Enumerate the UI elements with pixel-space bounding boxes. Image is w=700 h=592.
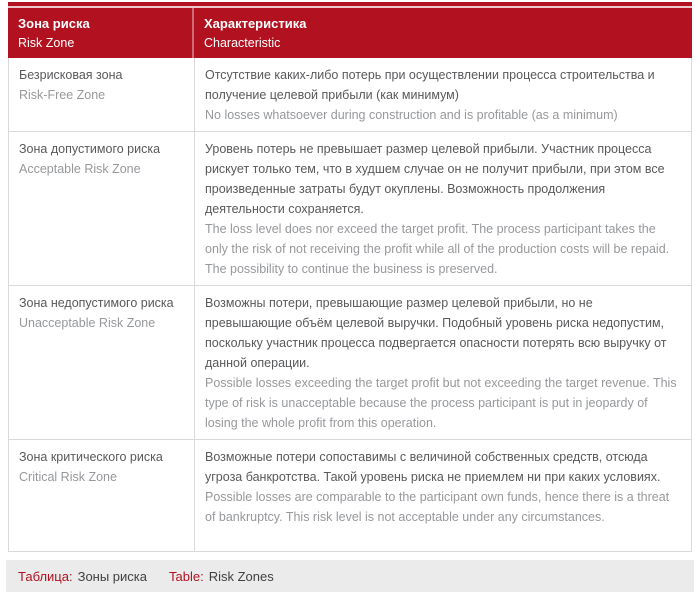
zone-cell xyxy=(9,58,195,131)
table-row-risk-free-zone xyxy=(9,58,691,131)
description-en: No losses whatsoever during construction and is profitable (as a minimum) xyxy=(205,108,618,122)
description-en: Possible losses exceeding the target profit but not exceeding the target revenue. This type of risk is unacceptable because the process participant is put in jeopardy of losing the whole profit from this operation. xyxy=(205,376,677,430)
zone-name-ru: Безрисковая зона xyxy=(19,68,123,82)
page xyxy=(0,2,700,584)
caption-label-en: Table: xyxy=(169,568,204,584)
zone-cell xyxy=(9,132,195,285)
zone-name-en: Unacceptable Risk Zone xyxy=(19,316,156,330)
description-ru: Уровень потерь не превышает размер целевой прибыли. Участник процесса рискует только тем, что в худшем случае он не получит прибыли, при этом все произведенные затраты будут окуплены. Возможность продолжения деятельности сохраняется. xyxy=(205,142,665,216)
description-cell xyxy=(195,440,691,551)
table-row-critical-risk-zone xyxy=(9,439,691,551)
risk-zones-table xyxy=(8,2,692,552)
zone-name-en: Risk-Free Zone xyxy=(19,88,106,102)
zone-name-en: Critical Risk Zone xyxy=(19,470,117,484)
zone-name-ru: Зона недопустимого риска xyxy=(19,296,174,310)
caption-title-ru: Зоны риска xyxy=(77,568,148,584)
zone-name-ru: Зона допустимого риска xyxy=(19,142,161,156)
table-header-row xyxy=(8,8,692,58)
caption-group-en xyxy=(169,569,274,584)
header-cell-risk-zone xyxy=(8,8,194,58)
table-caption-bar xyxy=(6,560,694,592)
header-cell-characteristic xyxy=(194,8,692,58)
description-en: The loss level does nor exceed the target profit. The process participant takes the only the risk of not receiving the profit while all of the production costs will be repaid. The possibility to continue the business is preserved. xyxy=(205,222,670,276)
caption-title-en: Risk Zones xyxy=(208,568,274,584)
header-risk-zone-ru: Зона риска xyxy=(18,16,90,31)
zone-name-en: Acceptable Risk Zone xyxy=(19,162,141,176)
caption-label-ru: Таблица: xyxy=(18,568,73,584)
zone-cell xyxy=(9,440,195,551)
header-characteristic-ru: Характеристика xyxy=(204,16,307,31)
zone-cell xyxy=(9,286,195,439)
description-cell xyxy=(195,286,691,439)
description-ru: Возможны потери, превышающие размер целевой прибыли, но не превышающие объём целевой выручки. Подобный уровень риска недопустим, поскольку участник процесса подвергается опасности потерять всю выручку от данной операции. xyxy=(205,296,667,370)
description-ru: Отсутствие каких-либо потерь при осуществлении процесса строительства и получение целевой прибыли (как минимум) xyxy=(205,68,655,102)
zone-name-ru: Зона критического риска xyxy=(19,450,163,464)
table-row-unacceptable-risk-zone xyxy=(9,285,691,439)
description-ru: Возможные потери сопоставимы с величиной собственных средств, отсюда угроза банкротства. Такой уровень риска не приемлем ни при каких условиях. xyxy=(205,450,661,484)
description-en: Possible losses are comparable to the participant own funds, hence there is a threat of bankruptcy. This risk level is not acceptable under any circumstances. xyxy=(205,490,670,524)
header-characteristic-en: Characteristic xyxy=(204,36,281,50)
table-row-acceptable-risk-zone xyxy=(9,131,691,285)
header-risk-zone-en: Risk Zone xyxy=(18,36,75,50)
description-cell xyxy=(195,58,691,131)
table-body xyxy=(8,58,692,552)
description-cell xyxy=(195,132,691,285)
